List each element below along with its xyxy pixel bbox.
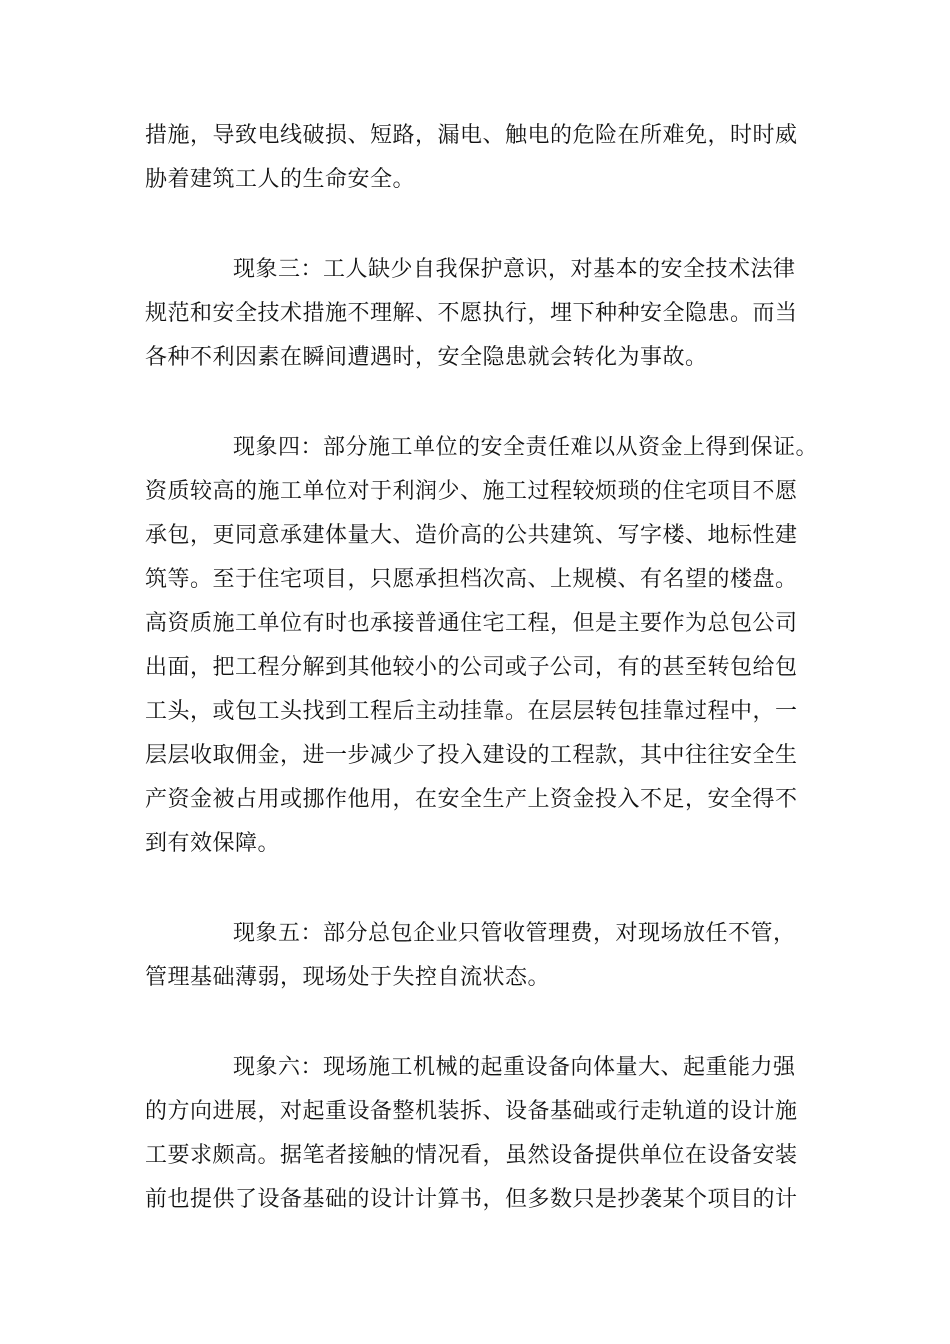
paragraph-3-line-8: 层层收取佣金，进一步减少了投入建设的工程款，其中往往安全生 <box>145 743 798 768</box>
paragraph-3-line-5: 高资质施工单位有时也承接普通住宅工程，但是主要作为总包公司 <box>145 611 798 636</box>
paragraph-1-line-1: 措施，导致电线破损、短路，漏电、触电的危险在所难免，时时威 <box>145 123 798 148</box>
paragraph-5-line-2: 的方向进展，对起重设备整机装拆、设备基础或行走轨道的设计施 <box>145 1099 798 1124</box>
paragraph-5-line-1: 现象六：现场施工机械的起重设备向体量大、起重能力强 <box>233 1055 796 1080</box>
paragraph-3-line-9: 产资金被占用或挪作他用，在安全生产上资金投入不足，安全得不 <box>145 787 798 812</box>
paragraph-2-line-1: 现象三：工人缺少自我保护意识，对基本的安全技术法律 <box>233 257 796 282</box>
paragraph-5-line-4: 前也提供了设备基础的设计计算书，但多数只是抄袭某个项目的计 <box>145 1187 798 1212</box>
paragraph-2-line-3: 各种不利因素在瞬间遭遇时，安全隐患就会转化为事故。 <box>145 345 708 370</box>
paragraph-3-line-7: 工头，或包工头找到工程后主动挂靠。在层层转包挂靠过程中，一 <box>145 699 798 724</box>
paragraph-1-line-2: 胁着建筑工人的生命安全。 <box>145 167 416 192</box>
paragraph-3-line-10: 到有效保障。 <box>145 831 281 856</box>
paragraph-3-line-1: 现象四：部分施工单位的安全责任难以从资金上得到保证。 <box>233 435 819 460</box>
paragraph-4-line-2: 管理基础薄弱，现场处于失控自流状态。 <box>145 965 551 990</box>
paragraph-5-line-3: 工要求颇高。据笔者接触的情况看，虽然设备提供单位在设备安装 <box>145 1143 798 1168</box>
paragraph-3-line-6: 出面，把工程分解到其他较小的公司或子公司，有的甚至转包给包 <box>145 655 798 680</box>
paragraph-4-line-1: 现象五：部分总包企业只管收管理费，对现场放任不管， <box>233 921 796 946</box>
paragraph-3-line-4: 筑等。至于住宅项目，只愿承担档次高、上规模、有名望的楼盘。 <box>145 567 798 592</box>
paragraph-3-line-3: 承包，更同意承建体量大、造价高的公共建筑、写字楼、地标性建 <box>145 523 798 548</box>
paragraph-3-line-2: 资质较高的施工单位对于利润少、施工过程较烦琐的住宅项目不愿 <box>145 479 798 504</box>
paragraph-2-line-2: 规范和安全技术措施不理解、不愿执行，埋下种种安全隐患。而当 <box>145 301 798 326</box>
